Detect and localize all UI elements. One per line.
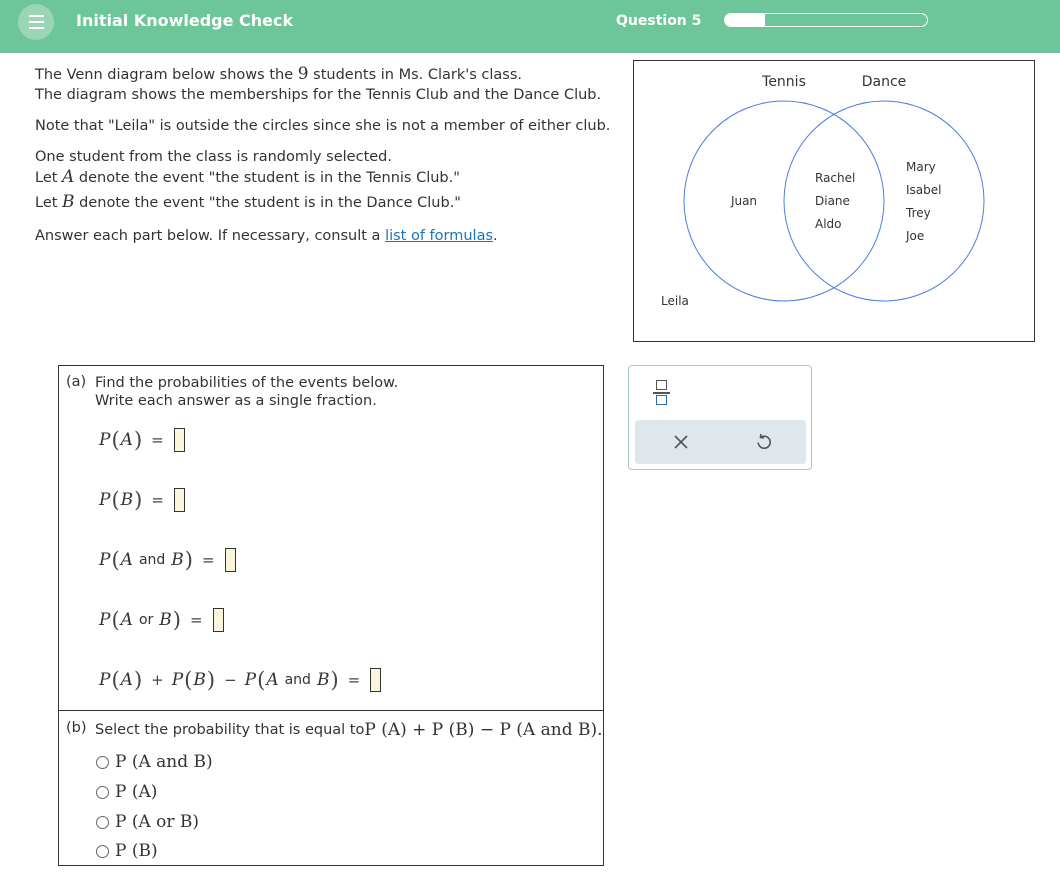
answer-tool-palette	[628, 365, 812, 470]
equation-addition-rule: P ( A ) + P ( B ) − P ( A and B ) =	[99, 665, 381, 695]
tennis-label: Tennis	[762, 74, 806, 90]
radio-button[interactable]	[96, 816, 109, 829]
venn-name: Juan	[730, 194, 758, 208]
radio-button[interactable]	[96, 786, 109, 799]
answer-input-p-a-and-b[interactable]	[225, 548, 236, 572]
venn-name: Aldo	[815, 217, 842, 231]
venn-name: Joe	[906, 229, 925, 243]
undo-icon[interactable]	[752, 430, 776, 454]
option-p-a-and-b[interactable]: P (A and B)	[96, 750, 213, 774]
part-b-prompt: Select the probability that is equal to P (A) + P (B) − P (A and B).	[95, 720, 603, 740]
formulas-link[interactable]: list of formulas	[385, 228, 494, 244]
part-a-label: (a)	[66, 374, 87, 390]
equation-p-b: P ( B ) =	[99, 485, 185, 515]
venn-name: Isabel	[906, 183, 942, 197]
equation-p-a: P ( A ) =	[99, 425, 185, 455]
venn-name: Diane	[815, 194, 850, 208]
option-p-b[interactable]: P (B)	[96, 839, 158, 863]
venn-name: Trey	[906, 206, 931, 220]
fraction-icon[interactable]	[653, 378, 671, 408]
answer-input-p-a-or-b[interactable]	[213, 608, 224, 632]
equation-p-a-or-b: P ( A or B ) =	[99, 605, 224, 635]
hamburger-icon	[29, 15, 44, 17]
problem-statement: The Venn diagram below shows the 9 students in Ms. Clark's class. The diagram shows the memberships for the Tennis Club and the Dance Club. Note that "Leila" is outside the circles since she is not a member of either club. One student from the class is randomly selected. Let A denote the event "the student is in the Tennis Club." Let B denote the event "the student is in the Dance Club." Answer each part below. If necessary, consult a list of formulas.	[35, 64, 611, 244]
student-count: 9	[297, 64, 309, 84]
radio-button[interactable]	[96, 756, 109, 769]
top-bar	[0, 0, 1060, 53]
venn-name: Leila	[661, 294, 689, 308]
part-a-instructions: Find the probabilities of the events below. Write each answer as a single fraction.	[95, 375, 399, 409]
venn-name: Rachel	[815, 171, 856, 185]
progress-fill	[725, 14, 765, 26]
part-a	[59, 366, 603, 711]
answer-input-p-a[interactable]	[174, 428, 185, 452]
part-b-label: (b)	[66, 720, 87, 736]
equation-p-a-and-b: P ( A and B ) =	[99, 545, 236, 575]
question-box	[58, 365, 604, 866]
dance-label: Dance	[861, 74, 907, 90]
answer-input-addition-rule[interactable]	[370, 668, 381, 692]
option-p-a-or-b[interactable]: P (A or B)	[96, 810, 199, 834]
option-p-a[interactable]: P (A)	[96, 780, 157, 804]
menu-button[interactable]	[18, 4, 54, 40]
venn-name: Mary	[906, 160, 936, 174]
app-title: Initial Knowledge Check	[76, 11, 294, 30]
venn-diagram	[633, 60, 1035, 342]
venn-svg	[634, 61, 1034, 341]
tool-row	[635, 420, 806, 464]
question-number: Question 5	[616, 13, 702, 29]
close-icon[interactable]	[669, 430, 693, 454]
answer-input-p-b[interactable]	[174, 488, 185, 512]
progress-bar	[724, 13, 928, 27]
radio-button[interactable]	[96, 845, 109, 858]
